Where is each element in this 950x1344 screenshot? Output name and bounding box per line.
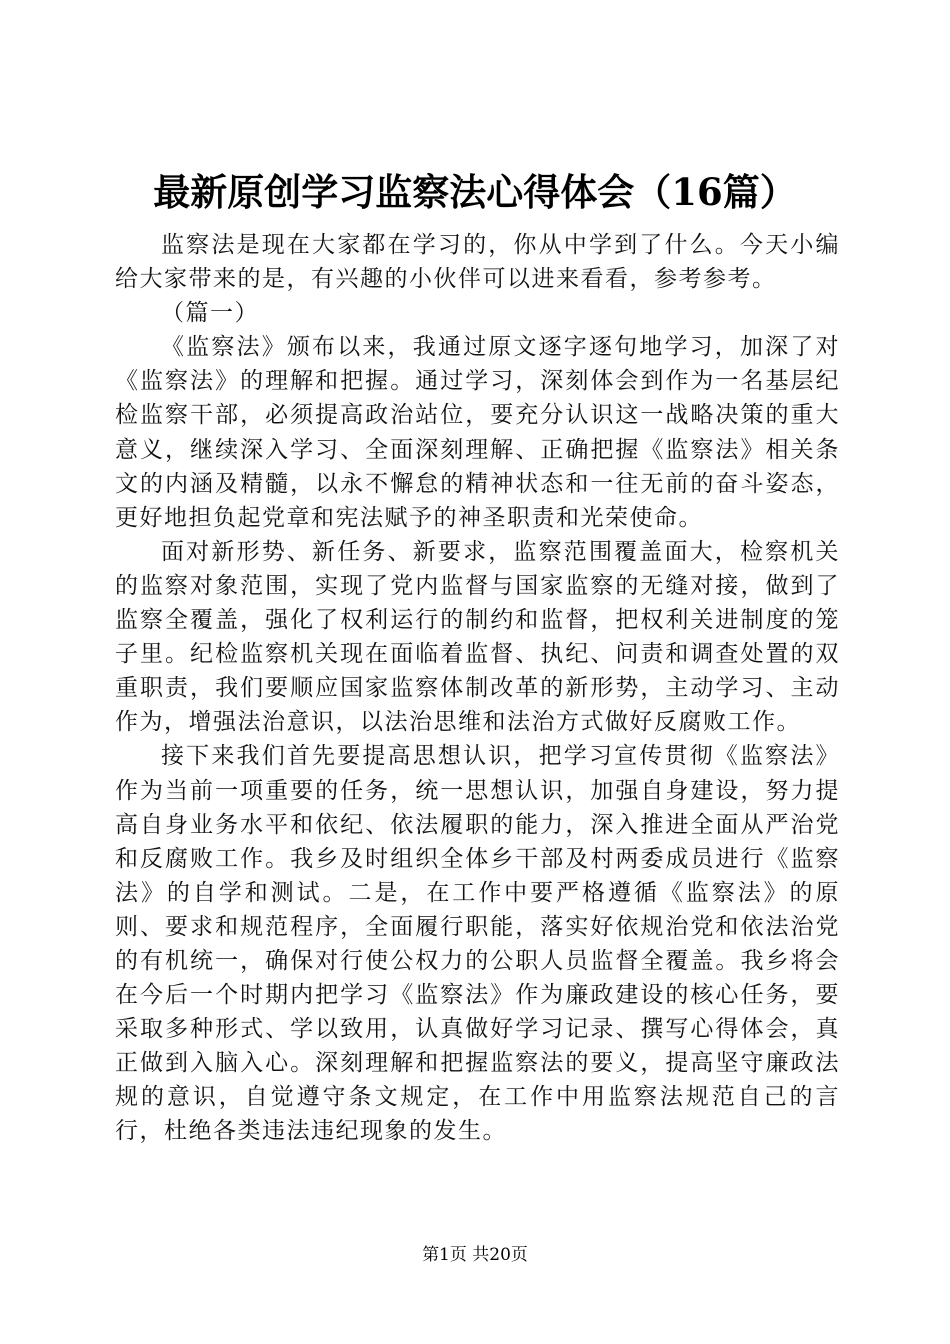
intro-paragraph: 监察法是现在大家都在学习的，你从中学到了什么。今天小编给大家带来的是，有兴趣的小伙伴可以进来看看，参考参考。 [115, 232, 840, 293]
section-heading: （篇一） [161, 300, 259, 327]
body-paragraph: 面对新形势、新任务、新要求，监察范围覆盖面大，检察机关的监察对象范围，实现了党内监督与国家监察的无缝对接，做到了监察全覆盖，强化了权利运行的制约和监督，把权利关进制度的笼子里。纪检监察机关现在面临着监督、执纪、问责和调查处置的双重职责，我们要顺应国家监察体制改革的新形势，主动学习、主动作为，增强法治意识，以法治思维和法治方式做好反腐败工作。 [115, 538, 840, 736]
body-paragraph: 接下来我们首先要提高思想认识，把学习宣传贯彻《监察法》作为当前一项重要的任务，统一思想认识，加强自身建设，努力提高自身业务水平和依纪、依法履职的能力，深入推进全面从严治党和反腐败工作。我乡及时组织全体乡干部及村两委成员进行《监察法》的自学和测试。二是，在工作中要严格遵循《监察法》的原则、要求和规范程序，全面履行职能，落实好依规治党和依法治党的有机统一，确保对行使公权力的公职人员监督全覆盖。我乡将会在今后一个时期内把学习《监察法》作为廉政建设的核心任务，要采取多种形式、学以致用，认真做好学习记录、撰写心得体会，真正做到入脑入心。深刻理解和把握监察法的要义，提高坚守廉政法规的意识，自觉遵守条文规定，在工作中用监察法规范自己的言行，杜绝各类违法违纪现象的发生。 [115, 743, 840, 1145]
page-number-footer: 第1页 共20页 [422, 1245, 528, 1265]
document-title: 最新原创学习监察法心得体会（16篇） [153, 170, 797, 214]
document-body [115, 228, 840, 1149]
body-paragraph: 《监察法》颁布以来，我通过原文逐字逐句地学习，加深了对《监察法》的理解和把握。通过学习，深刻体会到作为一名基层纪检监察干部，必须提高政治站位，要充分认识这一战略决策的重大意义，继续深入学习、全面深刻理解、正确把握《监察法》相关条文的内涵及精髓，以永不懈怠的精神状态和一往无前的奋斗姿态，更好地担负起党章和宪法赋予的神圣职责和光荣使命。 [115, 334, 840, 531]
